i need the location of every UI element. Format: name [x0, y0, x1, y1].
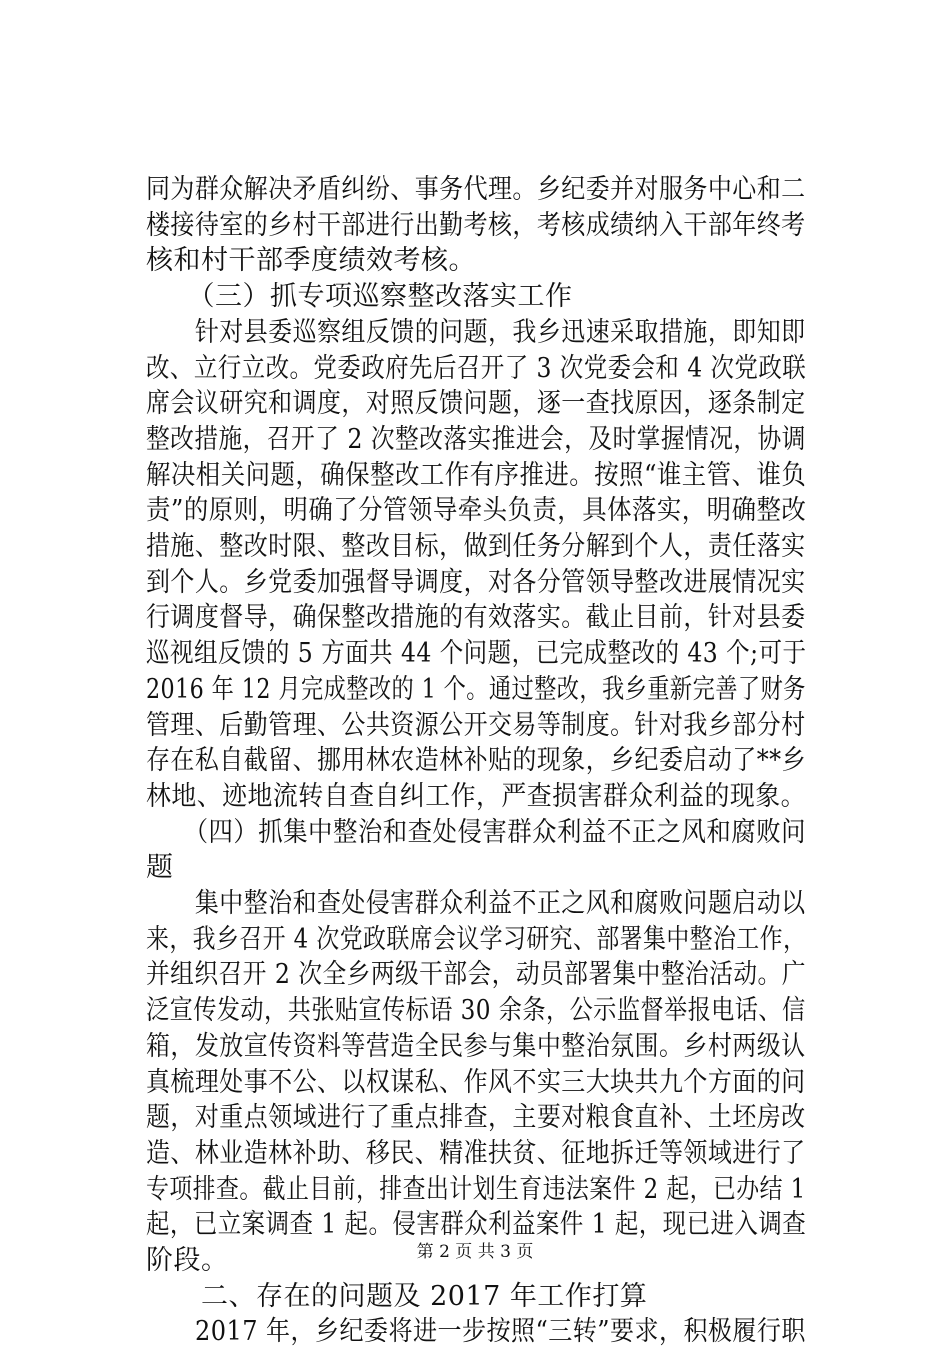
- text-line: 整改措施，召开了 2 次整改落实推进会，及时掌握情况，协调: [146, 423, 806, 455]
- text-line: 并组织召开 2 次全乡两级干部会，动员部署集中整治活动。广: [146, 959, 806, 991]
- text-line: 造、林业造林补助、移民、精准扶贫、征地拆迁等领域进行了: [146, 1137, 806, 1169]
- text-line: 起，已立案调查 1 起。侵害群众利益案件 1 起，现已进入调查: [146, 1209, 807, 1241]
- text-line: 楼接待室的乡村干部进行出勤考核，考核成绩纳入干部年终考: [146, 209, 806, 241]
- text-line: （四）抓集中整治和查处侵害群众利益不正之风和腐败问: [146, 816, 806, 848]
- text-line: 席会议研究和调度，对照反馈问题，逐一查找原因，逐条制定: [146, 388, 806, 420]
- text-line: 存在私自截留、挪用林农造林补贴的现象，乡纪委启动了**乡: [146, 745, 806, 777]
- text-line: 专项排查。截止目前，排查出计划生育违法案件 2 起，已办结 1: [146, 1173, 806, 1205]
- text-line: 改、立行立改。党委政府先后召开了 3 次党委会和 4 次党政联: [146, 352, 807, 384]
- text-line: 同为群众解决矛盾纠纷、事务代理。乡纪委并对服务中心和二: [146, 174, 806, 205]
- text-line: 责”的原则，明确了分管领导牵头负责，具体落实，明确整改: [146, 495, 807, 527]
- text-line: 行调度督导，确保整改措施的有效落实。截止目前，针对县委: [146, 602, 806, 634]
- text-line: 题: [146, 852, 174, 884]
- text-line: 二、存在的问题及 2017 年工作打算: [146, 1280, 648, 1312]
- page-footer: 第 2 页 共 3 页: [416, 1242, 534, 1262]
- text-line: 集中整治和查处侵害群众利益不正之风和腐败问题启动以: [146, 888, 806, 919]
- text-line: （三）抓专项巡察整改落实工作: [146, 281, 573, 313]
- text-line: 箱，发放宣传资料等营造全民参与集中整治氛围。乡村两级认: [146, 1030, 806, 1062]
- text-line: 题，对重点领域进行了重点排查，主要对粮食直补、土坯房改: [146, 1102, 806, 1134]
- text-line: 林地、迹地流转自查自纠工作，严查损害群众利益的现象。: [146, 780, 806, 812]
- text-line: 来，我乡召开 4 次党政联席会议学习研究、部署集中整治工作，: [146, 923, 807, 955]
- text-line: 2017 年，乡纪委将进一步按照“三转”要求，积极履行职: [146, 1316, 806, 1348]
- text-line: 核和村干部季度绩效考核。: [146, 245, 476, 277]
- text-line: 解决相关问题，确保整改工作有序推进。按照“谁主管、谁负: [146, 459, 807, 491]
- text-line: 泛宣传发动，共张贴宣传标语 30 余条，公示监督举报电话、信: [146, 995, 806, 1027]
- text-line: 2016 年 12 月完成整改的 1 个。通过整改，我乡重新完善了财务: [146, 673, 806, 705]
- text-line: 管理、后勤管理、公共资源公开交易等制度。针对我乡部分村: [146, 709, 806, 741]
- text-line: 真梳理处事不公、以权谋私、作风不实三大块共九个方面的问: [146, 1066, 806, 1098]
- text-line: 针对县委巡察组反馈的问题，我乡迅速采取措施，即知即: [146, 316, 806, 348]
- text-line: 阶段。: [146, 1245, 229, 1276]
- text-line: 巡视组反馈的 5 方面共 44 个问题，已完成整改的 43 个;可于: [146, 638, 807, 670]
- text-line: 到个人。乡党委加强督导调度，对各分管领导整改进展情况实: [146, 566, 806, 598]
- text-line: 措施、整改时限、整改目标，做到任务分解到个人，责任落实: [146, 531, 806, 562]
